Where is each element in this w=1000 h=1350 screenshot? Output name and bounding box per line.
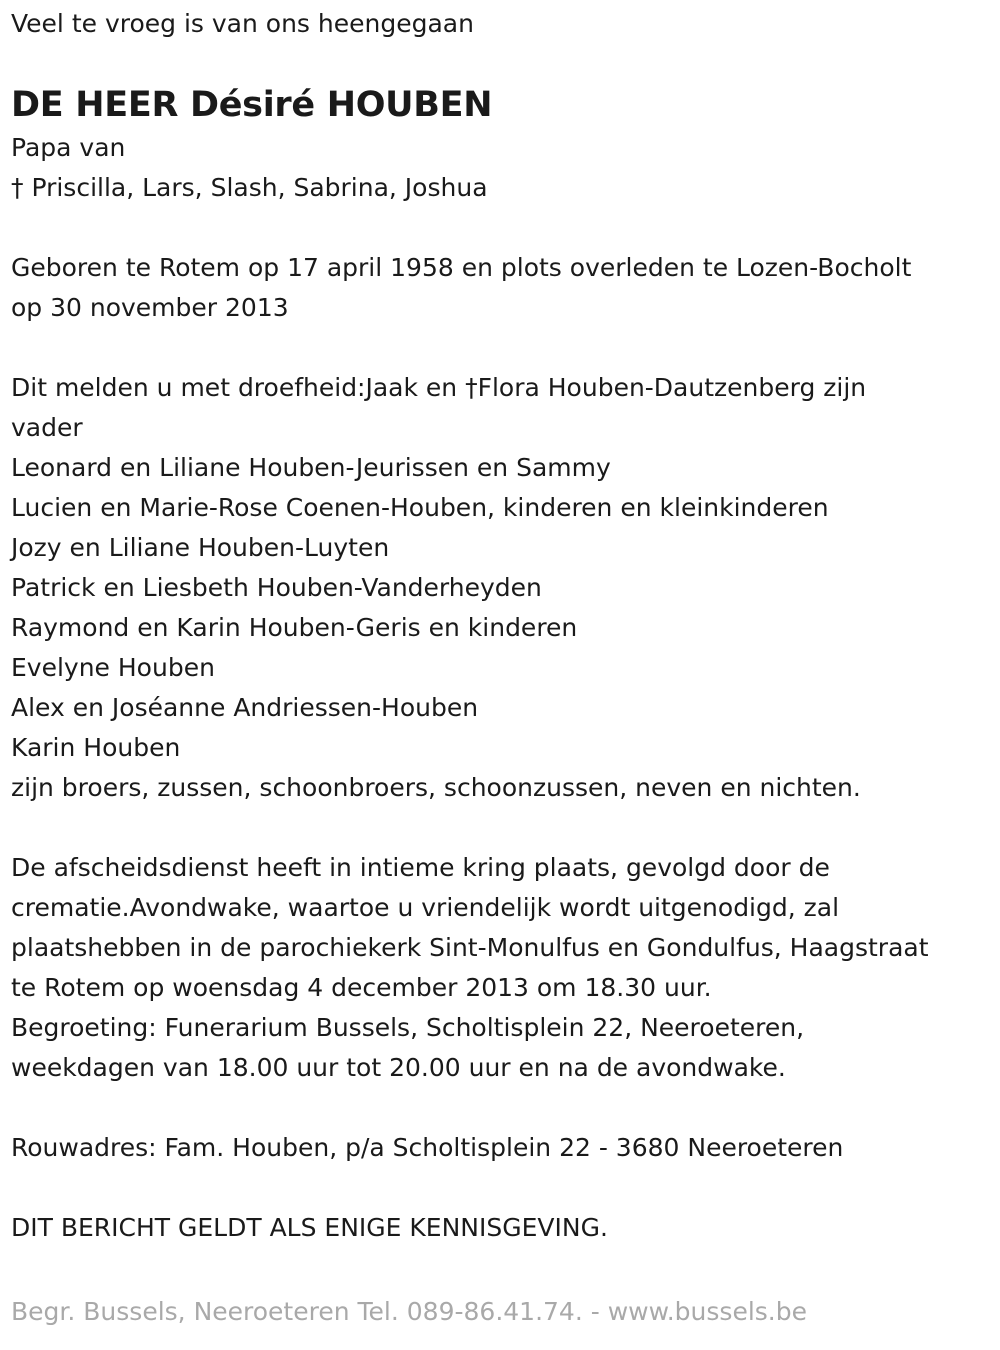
birth-death-line-2: op 30 november 2013 [11, 293, 289, 322]
funeral-home-footer: Begr. Bussels, Neeroeteren Tel. 089-86.41.74. - www.bussels.be [11, 1297, 807, 1326]
mourner-line: Leonard en Liliane Houben-Jeurissen en Sammy [11, 453, 611, 482]
service-line: crematie.Avondwake, waartoe u vriendelijk wordt uitgenodigd, zal [11, 893, 840, 922]
mourner-line: Jozy en Liliane Houben-Luyten [11, 533, 390, 562]
mourner-line: Alex en Joséanne Andriessen-Houben [11, 693, 479, 722]
mourner-line: Patrick en Liesbeth Houben-Vanderheyden [11, 573, 542, 602]
mourners-intro-line-1: Dit melden u met droefheid:Jaak en †Flora Houben-Dautzenberg zijn [11, 373, 867, 402]
father-of-label: Papa van [11, 133, 126, 162]
spacer [11, 808, 996, 848]
relations-line: zijn broers, zussen, schoonbroers, schoonzussen, neven en nichten. [11, 773, 861, 802]
service-line: weekdagen van 18.00 uur tot 20.00 uur en na de avondwake. [11, 1053, 786, 1082]
spacer [11, 1088, 996, 1128]
service-line: De afscheidsdienst heeft in intieme kring plaats, gevolgd door de [11, 853, 830, 882]
intro-text: Veel te vroeg is van ons heengegaan [11, 9, 474, 38]
death-notice [11, 4, 996, 1248]
service-line: te Rotem op woensdag 4 december 2013 om 18.30 uur. [11, 973, 712, 1002]
mourner-line: Evelyne Houben [11, 653, 215, 682]
mourner-line: Karin Houben [11, 733, 181, 762]
spacer [11, 1168, 996, 1208]
birth-death-line-1: Geboren te Rotem op 17 april 1958 en plots overleden te Lozen-Bocholt [11, 253, 912, 282]
service-line: plaatshebben in de parochiekerk Sint-Monulfus en Gondulfus, Haagstraat [11, 933, 929, 962]
mourner-line: Lucien en Marie-Rose Coenen-Houben, kinderen en kleinkinderen [11, 493, 829, 522]
deceased-name: DE HEER Désiré HOUBEN [11, 85, 493, 125]
mourner-line: Raymond en Karin Houben-Geris en kinderen [11, 613, 578, 642]
mourning-address: Rouwadres: Fam. Houben, p/a Scholtisplein 22 - 3680 Neeroeteren [11, 1133, 844, 1162]
children-list: † Priscilla, Lars, Slash, Sabrina, Joshua [11, 173, 488, 202]
mourners-intro-line-2: vader [11, 413, 83, 442]
service-line: Begroeting: Funerarium Bussels, Scholtisplein 22, Neeroeteren, [11, 1013, 805, 1042]
closing-statement: DIT BERICHT GELDT ALS ENIGE KENNISGEVING. [11, 1213, 608, 1242]
spacer [11, 208, 996, 248]
spacer [11, 328, 996, 368]
